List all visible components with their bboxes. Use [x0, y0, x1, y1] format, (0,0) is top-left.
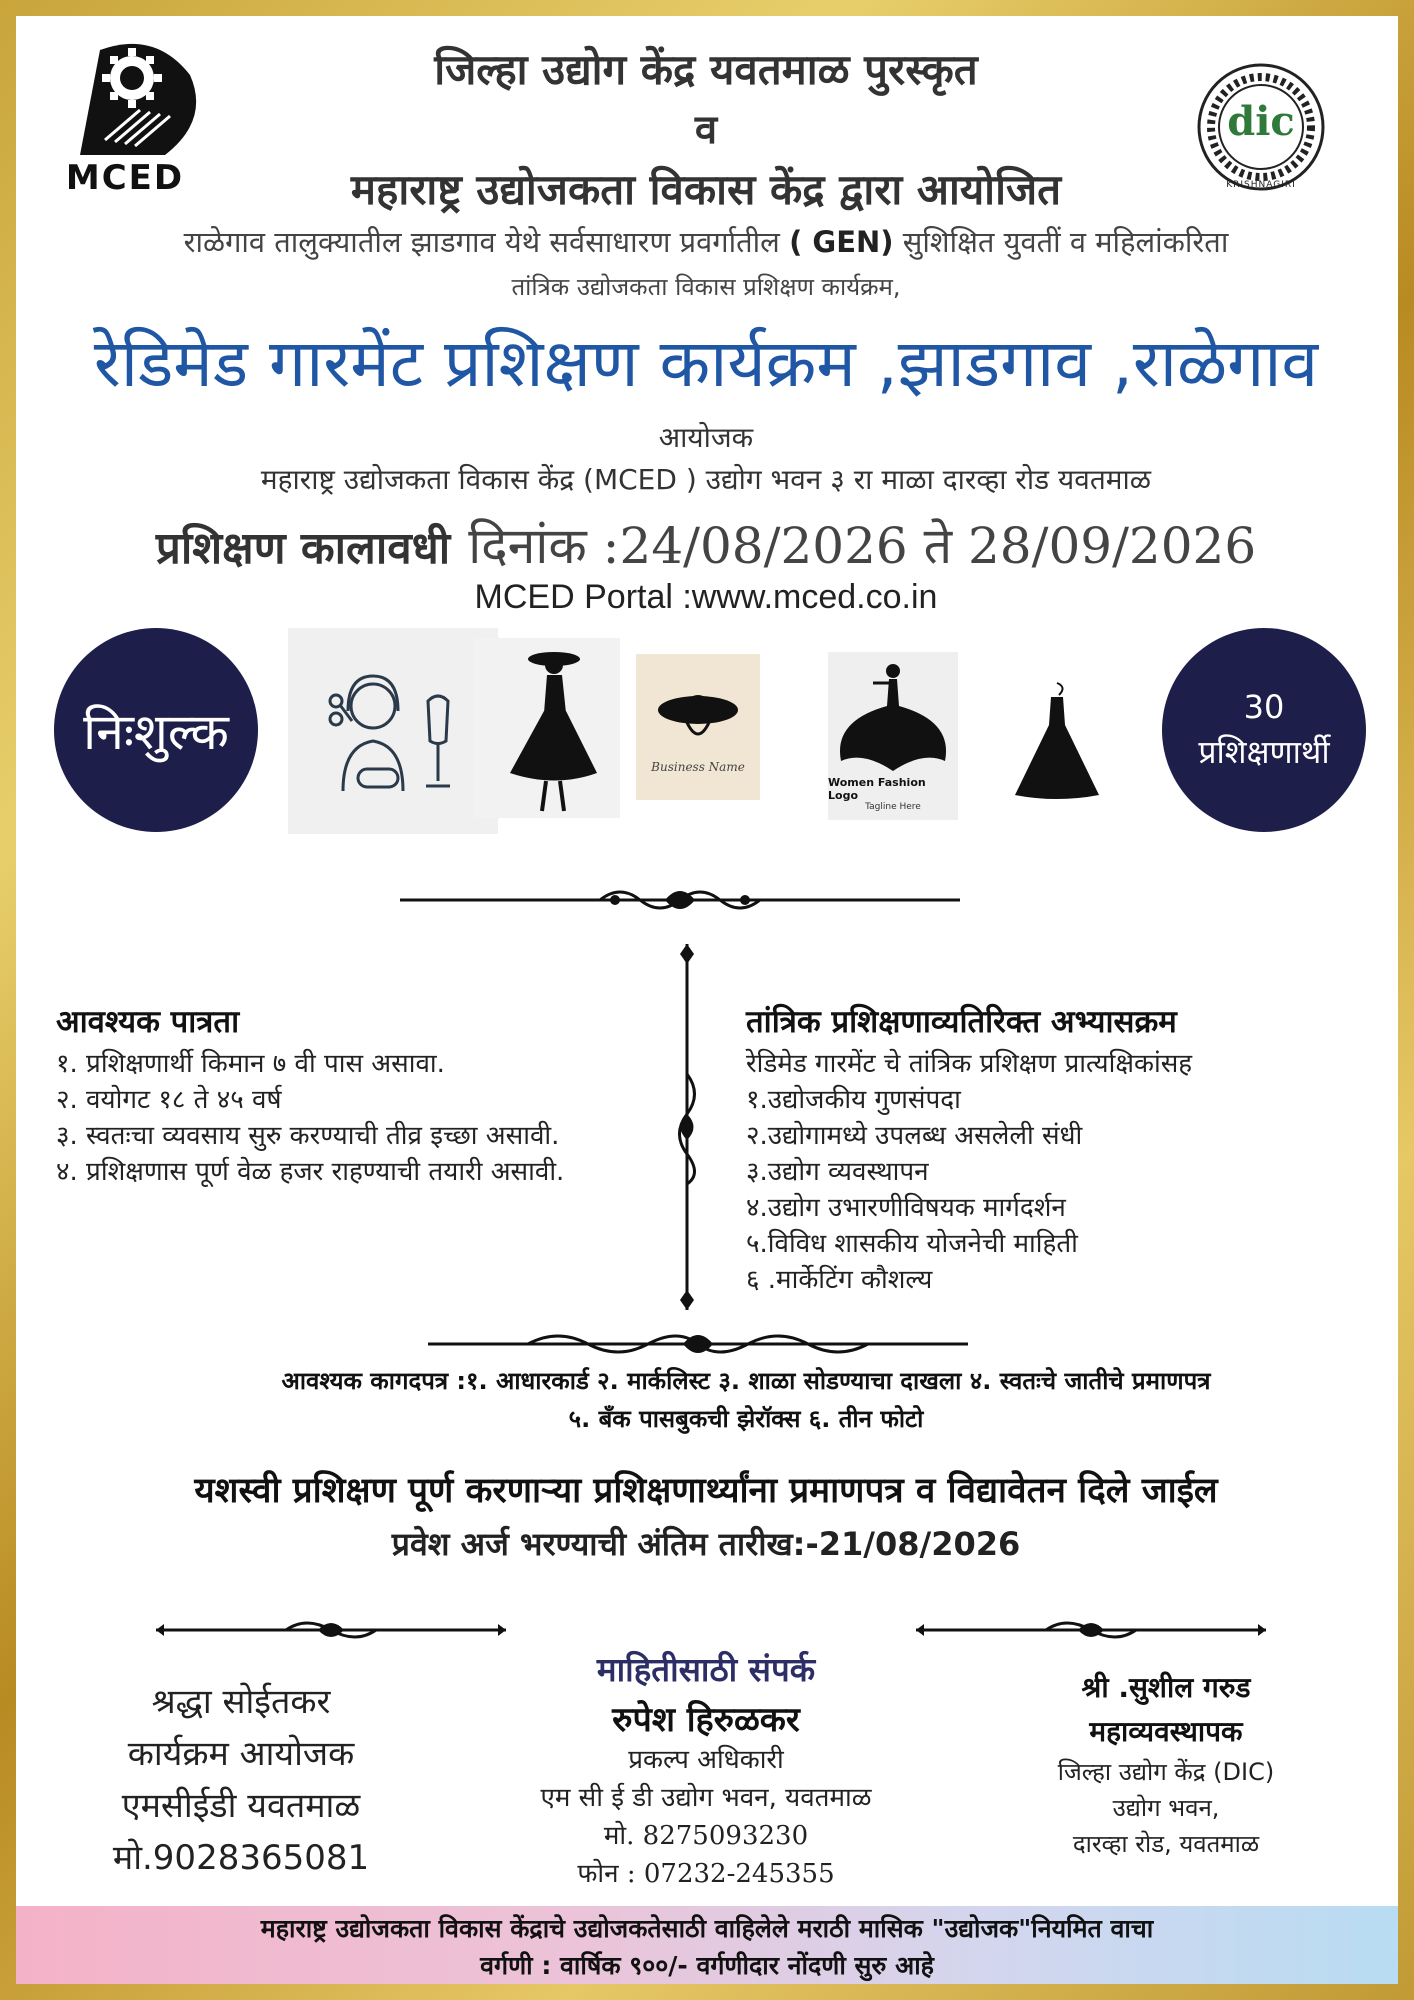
curriculum-subtitle: रेडिमेड गारमेंट चे तांत्रिक प्रशिक्षण प्रात्यक्षिकांसह — [746, 1049, 1193, 1079]
trainee-count-badge — [1162, 628, 1366, 832]
header-line-2: महाराष्ट्र उद्योजकता विकास केंद्र द्वारा आयोजित — [350, 165, 1062, 214]
fashion-logo-tagline: Tagline Here — [865, 801, 921, 812]
contact-left-phone[interactable]: मो.9028365081 — [112, 1838, 370, 1878]
curriculum-item: ६ .मार्केटिंग कौशल्य — [746, 1265, 933, 1295]
subtitle-post: सुशिक्षित युवतीं व महिलांकरिता — [902, 225, 1229, 259]
training-duration — [56, 510, 1356, 578]
ornament-divider-bottom-right — [916, 1614, 1266, 1646]
subtitle-gen: ( GEN) — [789, 225, 894, 259]
contact-mid-name: रुपेश हिरुळकर — [612, 1700, 800, 1740]
footer-line-2: वर्गणी : वार्षिक ९००/- वर्गणीदार नोंदणी सुरु आहे — [480, 1951, 934, 1980]
curriculum-item: ३.उद्योग व्यवस्थापन — [746, 1157, 929, 1187]
contact-left-name: श्रद्धा सोईतकर — [151, 1682, 331, 1722]
contact-right-name: श्री .सुशील गरुड — [1081, 1671, 1251, 1704]
dress-silhouette-image — [474, 638, 620, 818]
certificate-note: यशस्वी प्रशिक्षण पूर्ण करणाऱ्या प्रशिक्षणार्थ्यांना प्रमाणपत्र व विद्यावेतन दिले जाईल — [194, 1471, 1218, 1511]
curriculum-section — [746, 1000, 1366, 1298]
curriculum-item: १.उद्योजकीय गुणसंपदा — [746, 1085, 961, 1115]
eligibility-item: ४. प्रशिक्षणास पूर्ण वेळ हजर राहण्याची तयारी असावी. — [56, 1157, 565, 1187]
curriculum-title: तांत्रिक प्रशिक्षणाव्यतिरिक्त अभ्यासक्रम — [746, 1004, 1177, 1040]
poster — [16, 16, 1398, 1984]
ornament-divider-middle — [428, 1326, 968, 1362]
curriculum-item: ५.विविध शासकीय योजनेची माहिती — [746, 1229, 1078, 1259]
contact-left-role: कार्यक्रम आयोजक — [127, 1734, 355, 1774]
ornament-divider-vertical — [672, 944, 702, 1310]
program-title: रेडिमेड गारमेंट प्रशिक्षण कार्यक्रम ,झाडगाव ,राळेगाव — [93, 325, 1319, 402]
contact-middle — [446, 1646, 966, 1893]
contact-right-line2: उद्योग भवन, — [1112, 1794, 1220, 1822]
eligibility-list — [56, 1046, 656, 1190]
contact-right — [996, 1666, 1336, 1862]
curriculum-item: ४.उद्योग उभारणीविषयक मार्गदर्शन — [746, 1193, 1066, 1223]
trainee-count-label: प्रशिक्षणार्थी — [1198, 733, 1330, 771]
required-documents — [106, 1362, 1386, 1438]
documents-line-1: आवश्यक कागदपत्र :१. आधारकार्ड २. मार्कलिस्ट ३. शाळा सोडण्याचा दाखला ४. स्वतःचे जातीचे प्रमाणपत्र — [281, 1367, 1211, 1395]
magazine-footer — [16, 1906, 1398, 1984]
ornament-divider-top — [400, 880, 960, 920]
contact-mid-mobile[interactable]: मो. 8275093230 — [603, 1821, 809, 1851]
contact-right-line3: दारव्हा रोड, यवतमाळ — [1072, 1830, 1260, 1858]
eligibility-item: १. प्रशिक्षणार्थी किमान ७ वी पास असावा. — [56, 1049, 445, 1079]
header-line-1: जिल्हा उद्योग केंद्र यवतमाळ पुरस्कृत — [434, 45, 978, 94]
free-badge — [54, 628, 258, 832]
organizer-label: आयोजक — [658, 421, 754, 454]
organizer-text: महाराष्ट्र उद्योजकता विकास केंद्र (MCED ) उद्योग भवन ३ रा माळा दारव्हा रोड यवतमाळ — [260, 463, 1152, 496]
dic-ring-text: KRISHNAGIRI — [1226, 180, 1296, 190]
dic-logo-text: dic — [1227, 98, 1295, 145]
free-badge-text: निःशुल्क — [83, 703, 229, 761]
footer-line-1: महाराष्ट्र उद्योजकता विकास केंद्राचे उद्योजकतेसाठी वाहिलेले मराठी मासिक "उद्योजक"नियमित वाचा — [260, 1914, 1154, 1943]
portal-link[interactable]: MCED Portal :www.mced.co.in — [474, 578, 938, 616]
business-logo-image — [636, 654, 760, 800]
header-subtitle-2: तांत्रिक उद्योजकता विकास प्रशिक्षण कार्यक्रम, — [511, 273, 901, 301]
eligibility-title: आवश्यक पात्रता — [56, 1004, 240, 1040]
contact-left-org: एमसीईडी यवतमाळ — [121, 1786, 361, 1826]
trainee-count-number: 30 — [1243, 688, 1285, 727]
curriculum-item: २.उद्योगामध्ये उपलब्ध असलेली संधी — [746, 1121, 1083, 1151]
contact-mid-org: एम सी ई डी उद्योग भवन, यवतमाळ — [540, 1783, 872, 1813]
dic-logo — [1196, 62, 1326, 192]
tailor-illustration — [288, 628, 498, 834]
contact-right-org: जिल्हा उद्योग केंद्र (DIC) — [1057, 1758, 1275, 1786]
eligibility-item: ३. स्वतःचा व्यवसाय सुरु करण्याची तीव्र इच्छा असावी. — [56, 1121, 560, 1151]
application-deadline: प्रवेश अर्ज भरण्याची अंतिम तारीख:-21/08/2026 — [391, 1525, 1021, 1563]
curriculum-list — [746, 1046, 1366, 1298]
ornament-divider-bottom-left — [156, 1614, 506, 1646]
contact-mid-phone[interactable]: फोन : 07232-245355 — [577, 1859, 835, 1889]
documents-line-2: ५. बँक पासबुकची झेरॉक्स ६. तीन फोटो — [568, 1405, 924, 1433]
contact-right-role: महाव्यवस्थापक — [1089, 1715, 1243, 1748]
mced-logo — [60, 30, 210, 200]
eligibility-section — [56, 1000, 656, 1190]
duration-value: दिनांक :24/08/2026 ते 28/09/2026 — [468, 517, 1257, 575]
header-and: व — [694, 107, 718, 153]
business-name-text: Business Name — [651, 760, 745, 774]
header-subtitle — [56, 222, 1356, 261]
mced-logo-text: MCED — [65, 158, 185, 198]
contact-mid-role: प्रकल्प अधिकारी — [628, 1745, 784, 1775]
contact-heading: माहितीसाठी संपर्क — [596, 1650, 816, 1689]
contact-left — [76, 1676, 406, 1884]
duration-label: प्रशिक्षण कालावधी — [155, 523, 451, 574]
women-fashion-logo — [828, 652, 958, 820]
fashion-logo-name: Women Fashion Logo — [828, 775, 926, 802]
gown-image — [982, 660, 1132, 820]
eligibility-item: २. वयोगट १८ ते ४५ वर्ष — [56, 1085, 282, 1115]
subtitle-pre: राळेगाव तालुक्यातील झाडगाव येथे सर्वसाधारण प्रवर्गातील — [183, 225, 780, 259]
